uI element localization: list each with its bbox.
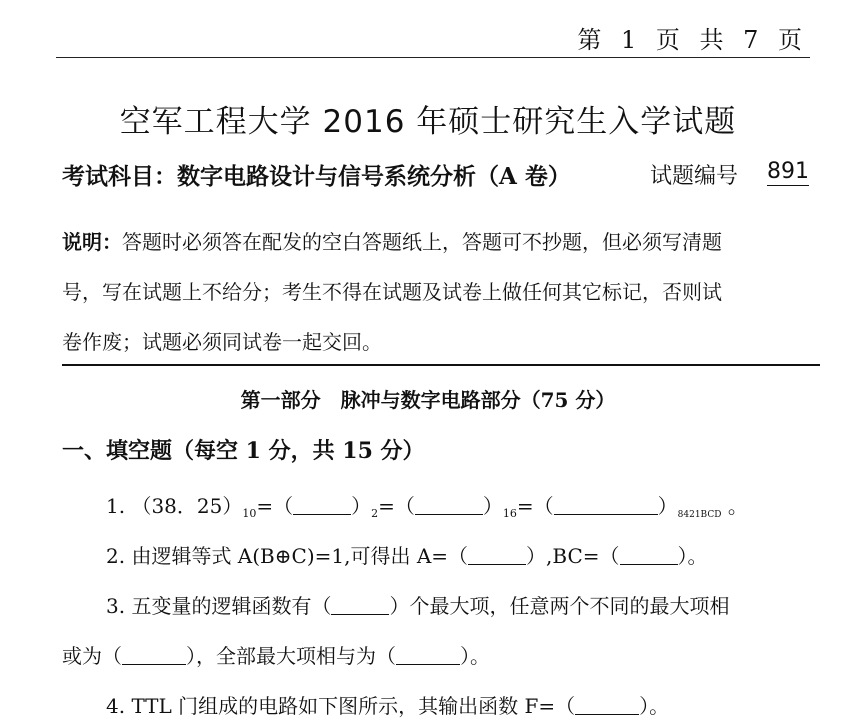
notes-label: 说明： — [62, 230, 122, 254]
q4-blank-f — [575, 696, 639, 715]
q1-sub-10: 10 — [242, 507, 257, 520]
q1-sub-16: 16 — [502, 507, 517, 520]
q3-blank-and — [396, 646, 460, 665]
q3-blank-or — [122, 646, 186, 665]
question-3-cont — [62, 640, 490, 669]
exam-code: 891 — [767, 159, 809, 184]
notes-line-2: 号，写在试题上不给分；考生不得在试题及试卷上做任何其它标记，否则试 — [62, 280, 722, 304]
question-4 — [106, 690, 669, 719]
q3-text-4: ），全部最大项相与为（ — [186, 644, 396, 668]
q2-blank-a — [468, 546, 526, 565]
notes-line-3: 卷作废；试题必须同试卷一起交回。 — [62, 330, 382, 354]
header-rule — [56, 57, 810, 58]
exam-title: 空军工程大学 2016 年硕士研究生入学试题 — [119, 104, 737, 140]
q1-blank-binary — [293, 496, 351, 515]
q2-text-3: ）。 — [677, 544, 708, 568]
q1-sub-bcd: 8421BCD — [677, 510, 722, 520]
q4-text-1: TTL 门组成的电路如下图所示，其输出函数 F=（ — [131, 694, 576, 718]
q3-number: 3. — [106, 594, 126, 618]
q2-blank-bc — [620, 546, 678, 565]
q1-eq-2: =（ — [378, 494, 415, 518]
exam-code-label: 试题编号 — [650, 164, 739, 189]
q1-end: 。 — [727, 494, 748, 518]
question-1 — [106, 490, 748, 520]
q1-close-16: ） — [482, 494, 503, 518]
q3-text-5: ）。 — [460, 644, 490, 668]
section-title: 第一部分 脉冲与数字电路部分（75 分） — [240, 388, 616, 412]
q4-number: 4. — [106, 694, 126, 718]
q3-blank-count — [331, 596, 389, 615]
q1-close-2: ） — [351, 494, 372, 518]
q1-lead: （38．25） — [131, 494, 243, 518]
q3-text-3: 或为（ — [62, 644, 122, 668]
q1-blank-bcd — [554, 496, 658, 515]
exam-subject: 考试科目：数字电路设计与信号系统分析（A 卷） — [62, 163, 571, 190]
q2-text-1: 由逻辑等式 A(B⊕C)=1,可得出 A=（ — [131, 544, 469, 568]
q3-text-1: 五变量的逻辑函数有（ — [131, 594, 332, 618]
q4-text-2: ）。 — [639, 694, 670, 718]
q1-sub-2: 2 — [371, 507, 379, 520]
question-2 — [106, 540, 708, 569]
notes-text-1: 答题时必须答在配发的空白答题纸上，答题可不抄题，但必须写清题 — [122, 230, 722, 254]
q2-number: 2. — [106, 544, 126, 568]
q2-text-2: ）,BC=（ — [526, 544, 620, 568]
q1-blank-hex — [415, 496, 483, 515]
q1-number: 1. — [106, 494, 126, 518]
q1-eq-3: =（ — [516, 494, 554, 518]
notes-line-1 — [62, 226, 722, 255]
section-divider — [62, 364, 820, 366]
q3-text-2: ）个最大项，任意两个不同的最大项相 — [389, 594, 730, 618]
page-indicator: 第 1 页 共 7 页 — [577, 26, 808, 54]
q1-close-bcd: ） — [657, 494, 678, 518]
q1-eq-1: =（ — [256, 494, 294, 518]
question-3 — [106, 590, 729, 619]
fill-blank-heading: 一、填空题（每空 1 分，共 15 分） — [62, 438, 425, 464]
